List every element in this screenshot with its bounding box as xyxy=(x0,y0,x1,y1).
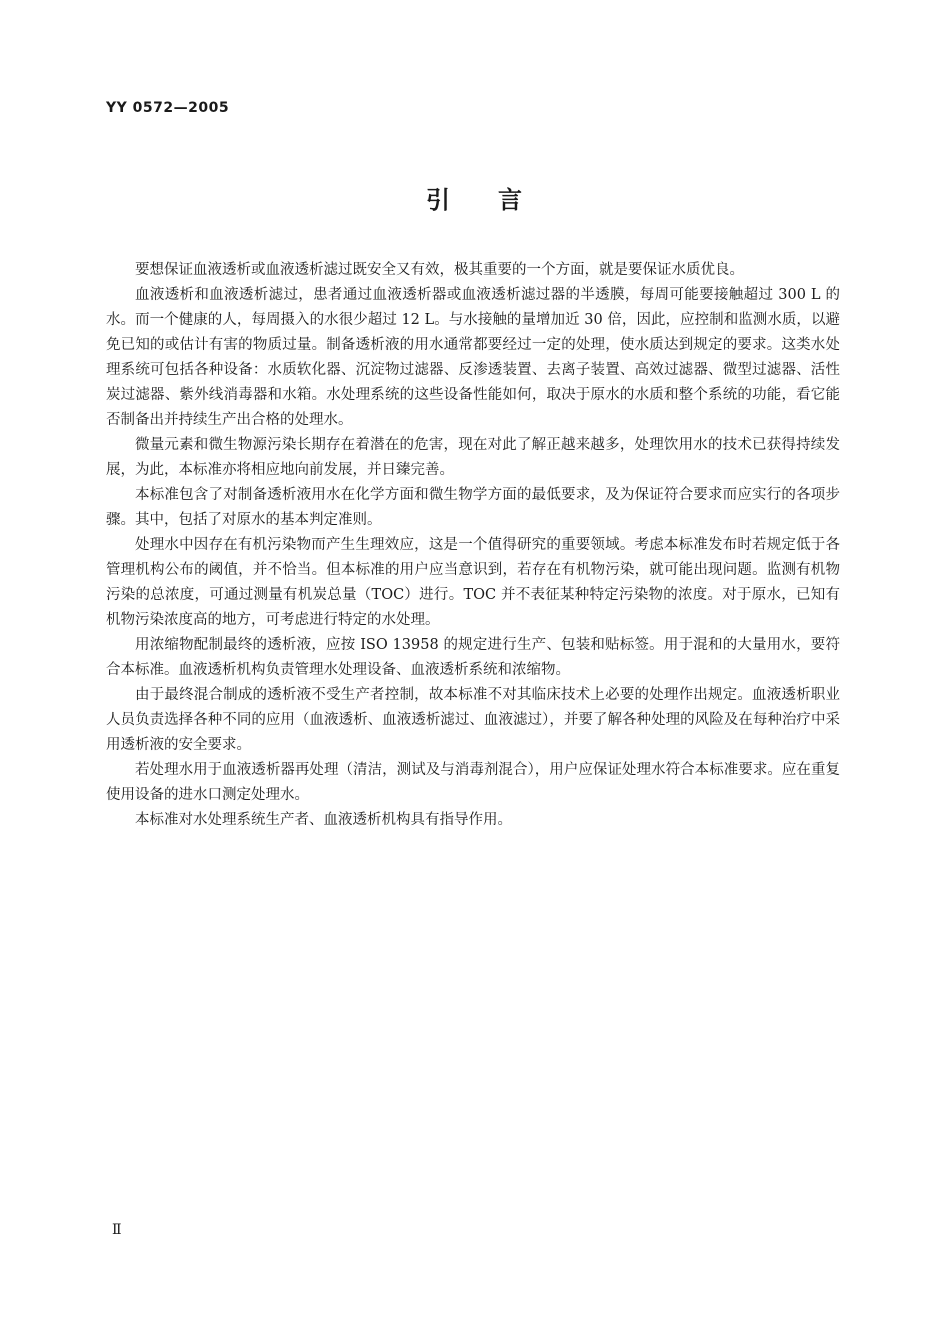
paragraph: 由于最终混合制成的透析液不受生产者控制，故本标准不对其临床技术上必要的处理作出规定。血液透析职业人员负责选择各种不同的应用（血液透析、血液透析滤过、血液滤过），并要了解各种处理的风险及在每种治疗中采用透析液的安全要求。 xyxy=(106,687,840,753)
standard-code: YY 0572—2005 xyxy=(106,100,230,116)
title-char-1: 引 xyxy=(426,186,452,214)
paragraph: 要想保证血液透析或血液透析滤过既安全又有效，极其重要的一个方面，就是要保证水质优良。 xyxy=(135,262,744,278)
paragraph: 微量元素和微生物源污染长期存在着潜在的危害，现在对此了解正越来越多，处理饮用水的技术已获得持续发展，为此，本标准亦将相应地向前发展，并日臻完善。 xyxy=(106,437,840,478)
paragraph: 若处理水用于血液透析器再处理（清洁，测试及与消毒剂混合），用户应保证处理水符合本标准要求。应在重复使用设备的进水口测定处理水。 xyxy=(106,762,840,803)
page-title xyxy=(0,180,950,215)
paragraph: 本标准对水处理系统生产者、血液透析机构具有指导作用。 xyxy=(135,812,512,828)
paragraph: 用浓缩物配制最终的透析液，应按 ISO 13958 的规定进行生产、包装和贴标签。用于混和的大量用水，要符合本标准。血液透析机构负责管理水处理设备、血液透析系统和浓缩物。 xyxy=(106,637,840,678)
page-number: Ⅱ xyxy=(112,1222,122,1238)
title-char-2: 言 xyxy=(498,186,524,214)
paragraph: 本标准包含了对制备透析液用水在化学方面和微生物学方面的最低要求，及为保证符合要求而应实行的各项步骤。其中，包括了对原水的基本判定准则。 xyxy=(106,487,840,528)
body-text xyxy=(106,258,840,833)
paragraph: 处理水中因存在有机污染物而产生生理效应，这是一个值得研究的重要领域。考虑本标准发布时若规定低于各管理机构公布的阈值，并不恰当。但本标准的用户应当意识到，若存在有机物污染，就可能出现问题。监测有机物污染的总浓度，可通过测量有机炭总量（TOC）进行。TOC 并不表征某种特定污染物的浓度。对于原水，已知有机物污染浓度高的地方，可考虑进行特定的水处理。 xyxy=(106,537,840,628)
paragraph: 血液透析和血液透析滤过，患者通过血液透析器或血液透析滤过器的半透膜，每周可能要接触超过 300 L 的水。而一个健康的人，每周摄入的水很少超过 12 L。与水接触的量增加近 30 倍，因此，应控制和监测水质，以避免已知的或估计有害的物质过量。制备透析液的用水通常都要经过一定的处理，使水质达到规定的要求。这类水处理系统可包括各种设备：水质软化器、沉淀物过滤器、反渗透装置、去离子装置、高效过滤器、微型过滤器、活性炭过滤器、紫外线消毒器和水箱。水处理系统的这些设备性能如何，取决于原水的水质和整个系统的功能，看它能否制备出并持续生产出合格的处理水。 xyxy=(106,287,840,428)
